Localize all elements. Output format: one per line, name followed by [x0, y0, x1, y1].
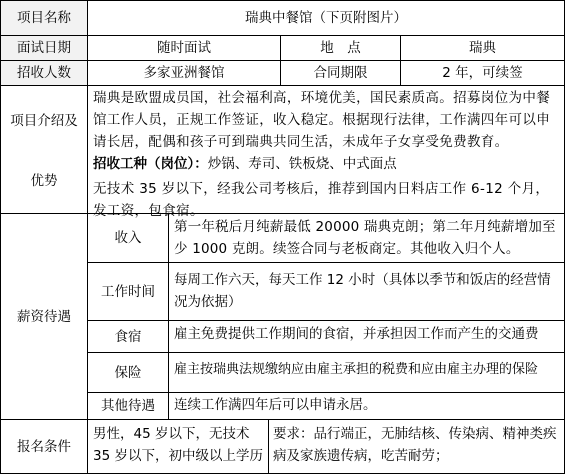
salary-label: 薪资待遇 [17, 308, 71, 325]
intro-label [1, 86, 87, 213]
project-name-value: 瑞典中餐馆（下页附图片） [245, 10, 407, 26]
intro-text [88, 86, 564, 219]
recruit-count-label: 招收人数 [1, 61, 87, 85]
work-hours-label: 工作时间 [101, 283, 155, 300]
intro-label-line1: 项目介绍及 [10, 113, 78, 129]
room-board-value: 雇主免费提供工作期间的食宿，并承担因工作而产生的交通费 [174, 326, 539, 342]
interview-date-value: 随时面试 [157, 40, 211, 56]
interview-location-label: 地 点 [320, 40, 361, 56]
signup-label: 报名条件 [17, 438, 71, 455]
other-benefits-label: 其他待遇 [101, 398, 155, 414]
jobs-value: 炒锅、寿司、铁板烧、中式面点 [207, 156, 397, 172]
jobs-heading: 招收工种（岗位）： [93, 156, 208, 172]
jobs-line [93, 153, 560, 175]
intro-paragraph: 瑞典是欧盟成员国，社会福利高，环境优美，国民素质高。招募岗位为中餐馆工作人员，正规工作签证，收入稳定。根据现行法律，工作满四年可以申请长居，配偶和孩子可到瑞典共同生活，未成年子女享受免费教育。 [93, 90, 551, 150]
no-skill-paragraph: 无技术 35 岁以下，经我公司考核后，推荐到国内日料店工作 6-12 个月，发工资，包食宿。 [93, 181, 550, 219]
signup-right-value: 要求：品行端正，无肺结核、传染病、精神类疾病及家族遗传病，吃苦耐劳； [273, 426, 557, 464]
intro-label-line2: 优势 [30, 173, 58, 189]
other-benefits-value: 连续工作满四年后可以申请永居。 [174, 397, 377, 413]
salary-income-label: 收入 [114, 230, 142, 246]
work-hours-value: 每周工作六天，每天工作 12 小时（具体以季节和饭店的经营情况为依据） [174, 272, 551, 310]
insurance-label: 保险 [114, 364, 142, 381]
salary-income-value: 第一年税后月纯薪最低 20000 瑞典克朗；第二年月纯薪增加至少 1000 克朗。续签合同与老板商定。其他收入归个人。 [174, 219, 556, 257]
contract-term-value: 2 年，可续签 [442, 65, 523, 81]
interview-location-value: 瑞典 [469, 40, 496, 56]
contract-term-label: 合同期限 [313, 65, 368, 81]
room-board-label: 食宿 [114, 328, 142, 345]
insurance-value: 雇主按瑞典法规缴纳应由雇主承担的税费和应由雇主办理的保险 [174, 362, 539, 377]
signup-left-value: 男性，45 岁以下，无技术 35 岁以下，初中级以上学历 [93, 426, 263, 464]
project-name-label: 项目名称 [1, 1, 87, 35]
interview-date-label: 面试日期 [1, 36, 87, 60]
recruit-count-value: 多家亚洲餐馆 [143, 65, 225, 81]
